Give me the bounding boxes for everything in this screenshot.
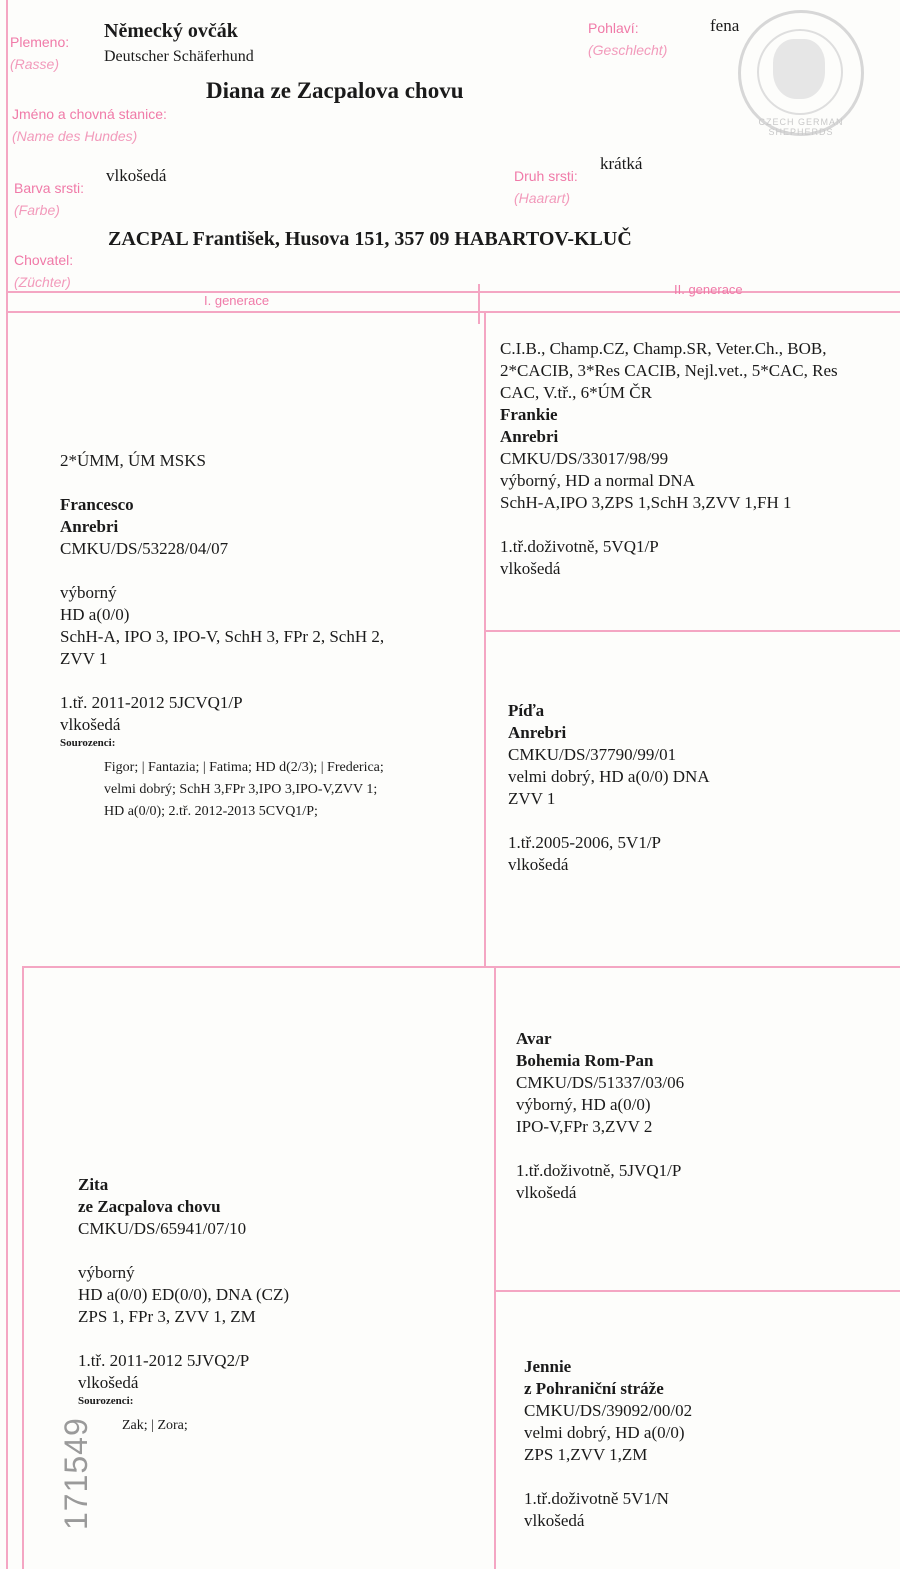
dam-dam-name: Jennie [524, 1357, 572, 1376]
sire-sire-reg-number: CMKU/DS/33017/98/99 [500, 449, 669, 468]
sire-name: Francesco [60, 495, 134, 514]
dam-dam-health: velmi dobrý, HD a(0/0) [524, 1423, 685, 1442]
sire-sire-class: 1.tř.doživotně, 5VQ1/P [500, 537, 659, 556]
frame-left-lower [22, 966, 24, 1569]
seal-ring-text: CZECH GERMAN SHEPHERDS [758, 117, 844, 137]
dam-kennel: ze Zacpalova chovu [78, 1197, 221, 1216]
coat-label-cz: Druh srsti: [514, 168, 578, 184]
sire-siblings-line: Figor; | Fantazia; | Fatima; HD d(2/3); | Frederica; [104, 760, 384, 775]
sire-sire-name: Frankie [500, 405, 558, 424]
sire-reg-number: CMKU/DS/53228/04/07 [60, 539, 229, 558]
dam-sire-class: 1.tř.doživotně, 5JVQ1/P [516, 1161, 682, 1180]
dam-exams: ZPS 1, FPr 3, ZVV 1, ZM [78, 1307, 256, 1326]
dam-siblings-line: Zak; | Zora; [122, 1418, 188, 1433]
color-label-de: (Farbe) [14, 202, 60, 218]
generation-divider [478, 284, 480, 324]
generation-2-header: II. generace [674, 282, 743, 297]
name-label-de: (Name des Hundes) [12, 128, 138, 144]
sire-hd: HD a(0/0) [60, 605, 130, 624]
sire-sire-cell [500, 338, 898, 580]
sire-sire-titles: C.I.B., Champ.CZ, Champ.SR, Veter.Ch., BOB, [500, 339, 827, 358]
dam-sire-exams: IPO-V,FPr 3,ZVV 2 [516, 1117, 653, 1136]
sex-label-de: (Geschlecht) [588, 42, 668, 58]
dam-hd: HD a(0/0) ED(0/0), DNA (CZ) [78, 1285, 290, 1304]
breeder-label [14, 252, 73, 290]
row-divider-upper-right [486, 630, 900, 632]
name-label-cz: Jméno a chovná stanice: [12, 106, 167, 122]
spacer [60, 472, 470, 494]
sire-sire-titles: 2*CACIB, 3*Res CACIB, Nejl.vet., 5*CAC, Res [500, 361, 838, 380]
sire-dam-color: vlkošedá [508, 855, 569, 874]
dam-name: Zita [78, 1175, 109, 1194]
sire-color: vlkošedá [60, 715, 121, 734]
spacer [60, 560, 470, 582]
dam-sire-kennel: Bohemia Rom-Pan [516, 1051, 654, 1070]
sex-label-cz: Pohlaví: [588, 20, 639, 36]
name-label [12, 106, 167, 144]
breed-label-de: (Rasse) [10, 56, 60, 72]
sire-sire-titles: CAC, V.tř., 6*ÚM ČR [500, 383, 652, 402]
sire-siblings-line: velmi dobrý; SchH 3,FPr 3,IPO 3,IPO-V,ZVV 1; [104, 782, 378, 797]
dam-siblings-label: Sourozenci: [78, 1395, 134, 1407]
breeder-label-cz: Chovatel: [14, 252, 74, 268]
spacer [508, 810, 898, 832]
sire-dam-health: velmi dobrý, HD a(0/0) DNA [508, 767, 710, 786]
spacer [78, 1240, 488, 1262]
sire-class: 1.tř. 2011-2012 5JCVQ1/P [60, 693, 243, 712]
row-divider-lower-right [496, 1290, 900, 1292]
dam-color: vlkošedá [78, 1373, 139, 1392]
color-label-cz: Barva srsti: [14, 180, 85, 196]
spacer [60, 670, 470, 692]
frame-left [6, 0, 8, 1569]
coat-label-de: (Haarart) [514, 190, 571, 206]
shepherd-dog-icon [773, 39, 825, 99]
dam-sire-color: vlkošedá [516, 1183, 577, 1202]
dam-sire-name: Avar [516, 1029, 552, 1048]
sire-dam-kennel: Anrebri [508, 723, 567, 742]
sire-exams: SchH-A, IPO 3, IPO-V, SchH 3, FPr 2, SchH 2, [60, 627, 385, 646]
spacer [500, 514, 898, 536]
breed-label [10, 34, 69, 72]
sire-kennel: Anrebri [60, 517, 119, 536]
dam-sire-reg-number: CMKU/DS/51337/03/06 [516, 1073, 685, 1092]
color-value: vlkošedá [106, 166, 167, 185]
header-bottom-line [6, 291, 900, 293]
sire-sire-exams: SchH-A,IPO 3,ZPS 1,SchH 3,ZVV 1,FH 1 [500, 493, 792, 512]
generation-1-header: I. generace [204, 293, 270, 308]
coat-label [514, 168, 578, 206]
dam-cell [78, 1174, 488, 1438]
dam-sire-health: výborný, HD a(0/0) [516, 1095, 651, 1114]
sire-dam-reg-number: CMKU/DS/37790/99/01 [508, 745, 677, 764]
sex-label [588, 20, 667, 58]
document-number: 171549 [58, 1417, 94, 1530]
sire-rating: výborný [60, 583, 117, 602]
sex-value: fena [710, 16, 740, 35]
sire-titles: 2*ÚMM, ÚM MSKS [60, 451, 206, 470]
dam-dam-exams: ZPS 1,ZVV 1,ZM [524, 1445, 648, 1464]
sire-dam-name: Píďa [508, 701, 545, 720]
sire-sire-health: výborný, HD a normal DNA [500, 471, 695, 490]
column-divider-lower [494, 966, 496, 1569]
column-divider-upper [484, 311, 486, 966]
breed-label-cz: Plemeno: [10, 34, 70, 50]
spacer [524, 1466, 896, 1488]
spacer [78, 1328, 488, 1350]
spacer [516, 1138, 896, 1160]
dam-sire-cell [516, 1028, 896, 1204]
row-divider-middle [22, 966, 900, 968]
sire-siblings-line: HD a(0/0); 2.tř. 2012-2013 5CVQ1/P; [104, 804, 318, 819]
sire-sire-kennel: Anrebri [500, 427, 559, 446]
sire-sire-color: vlkošedá [500, 559, 561, 578]
breed-value: Německý ovčák [104, 20, 238, 42]
color-label [14, 180, 84, 218]
dam-dam-class: 1.tř.doživotně 5V1/N [524, 1489, 669, 1508]
coat-value: krátká [600, 154, 643, 173]
sire-exams-cont: ZVV 1 [60, 649, 108, 668]
breeder-label-de: (Züchter) [14, 274, 71, 290]
dam-dam-kennel: z Pohraniční stráže [524, 1379, 664, 1398]
generation-header-line [6, 311, 900, 313]
dam-class: 1.tř. 2011-2012 5JVQ2/P [78, 1351, 250, 1370]
dam-dam-cell [524, 1356, 896, 1532]
sire-siblings-label: Sourozenci: [60, 737, 116, 749]
breeder-value: ZACPAL František, Husova 151, 357 09 HABARTOV-KLUČ [108, 228, 632, 250]
breed-value-de: Deutscher Schäferhund [104, 48, 254, 65]
dam-dam-reg-number: CMKU/DS/39092/00/02 [524, 1401, 693, 1420]
sire-dam-exams: ZVV 1 [508, 789, 556, 808]
sire-cell [60, 450, 470, 824]
sire-dam-class: 1.tř.2005-2006, 5V1/P [508, 833, 661, 852]
dam-rating: výborný [78, 1263, 135, 1282]
sire-dam-cell [508, 700, 898, 876]
dam-reg-number: CMKU/DS/65941/07/10 [78, 1219, 247, 1238]
dam-dam-color: vlkošedá [524, 1511, 585, 1530]
dog-name: Diana ze Zacpalova chovu [206, 78, 464, 103]
kennel-club-seal-icon [738, 10, 864, 136]
